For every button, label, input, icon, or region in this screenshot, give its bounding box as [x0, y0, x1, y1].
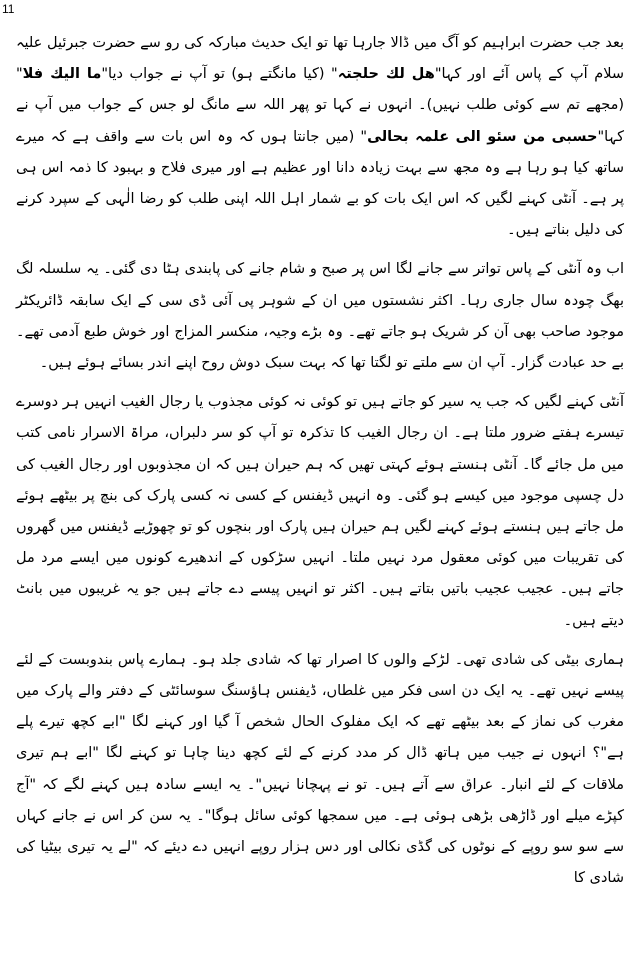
paragraph-3	[16, 387, 624, 637]
arabic-quote: ما الیك فلا	[22, 66, 102, 83]
page-number: 11	[2, 2, 15, 16]
text-run: آنٹی کہنے لگیں کہ جب یہ سیر کو جاتے ہیں تو کوئی نہ کوئی مجذوب یا رجال الغیب انہیں ہر دوسرے تیسرے ہفتے ضرور ملتا ہے۔ ان رجال الغیب کا تذکرہ تو آپ کو سر دلبراں، مراۃ الاسرار نامی کتب میں مل جائے گا۔ آنٹی ہنستے ہوئے کہتی تھیں کہ ہم حیران ہیں کہ ان مجذوبوں اور رجال الغیب کی دل چسپی موجود میں کیسے ہو گئی۔ وہ انہیں ڈیفنس کے کسی نہ کسی پارک کی بنچ پر بیٹھے ہوئے مل جاتے ہیں ہنستے ہوئے کہنے لگیں ہم حیران ہیں پارک اور بنچوں کو تو چھوڑیے ڈیفنس میں گھروں کی تقریبات میں کوئی معقول مرد نہیں ملتا۔ انہیں سڑکوں کے اندھیرے کونوں میں ایسے مرد مل جاتے ہیں۔ عجیب عجیب باتیں بتاتے ہیں۔ اکثر تو انہیں پیسے دے جاتے ہیں جو یہ غریبوں میں بانٹ دیتے ہیں۔	[16, 394, 624, 629]
text-run: اب وہ آنٹی کے پاس تواتر سے جانے لگا اس پر صبح و شام جانے کی پابندی ہٹا دی گئی۔ یہ سلسلہ لگ بھگ چودہ سال جاری رہا۔ اکثر نشستوں میں ان کے شوہر پی آئی ڈی سی کے ایک سابقہ ڈائریکٹر موجود صاحب بھی آن کر شریک ہو جاتے تھے۔ وہ بڑے وجیہ، منکسر المزاج اور خوش طبع آدمی تھے۔ بے حد عبادت گزار۔ آپ ان سے ملتے تو لگتا تھا کہ بہت سبک دوش روح اپنے اندر بسائے ہوئے ہیں۔	[16, 261, 624, 372]
text-run: " (میں جانتا ہوں کہ وہ اس بات سے واقف ہے کہ میرے ساتھ کیا ہو رہا ہے وہ مجھ سے بہت زیادہ دانا اور عظیم ہے اور میری فلاح و بہبود کا ذمہ اس ہی پر ہے۔ آنٹی کہنے لگیں کہ اس ایک بات کو بے شمار اہل اللہ اپنی طلب کو رضا الٰہی کے سپرد کرنے کی دلیل بناتے ہیں۔	[16, 128, 624, 239]
text-run: " (مجھے تم سے کوئی طلب نہیں)۔ انہوں نے کہا تو پھر اللہ سے مانگ لو جس کے جواب میں آپ نے کہا"	[16, 66, 624, 145]
arabic-quote: ھل لك حلجتہ	[337, 66, 435, 83]
paragraph-1	[16, 28, 624, 246]
body-text	[16, 28, 624, 900]
text-run: ہماری بیٹی کی شادی تھی۔ لڑکے والوں کا اصرار تھا کہ شادی جلد ہو۔ ہمارے پاس بندوبست کے لئے پیسے نہیں تھے۔ یہ ایک دن اسی فکر میں غلطاں، ڈیفنس ہاؤسنگ سوسائٹی کے دفتر والے پارک میں مغرب کی نماز کے بعد بیٹھے تھے کہ ایک مفلوک الحال شخص آ گیا اور کہنے لگا "ابے کچھ تیرے پلے ہے"؟ انہوں نے جیب میں ہاتھ ڈال کر مدد کرنے کے لئے کچھ دینا چاہا تو کہنے لگا "ابے ہم تیری ملاقات کے لئے انبار۔ عراق سے آتے ہیں۔ تو نے پہچانا نہیں"۔ یہ ایسے سادہ ہیں کہنے لگے کہ "آج کپڑے میلے اور ڈاڑھی بڑھی ہوئی ہے۔ میں سمجھا کوئی سائل ہوگا"۔ یہ سن کر اس نے جانے کہاں سے سو سو روپے کے نوٹوں کی گڈی نکالی اور دس ہزار روپے انہیں دے دیئے کہ "لے یہ تیری بیٹیا کی شادی کا	[16, 651, 624, 887]
paragraph-2	[16, 254, 624, 379]
arabic-quote: حسبی من سئو الی علمہ بحالی	[367, 128, 598, 145]
text-run: بعد جب حضرت ابراہیم کو آگ میں ڈالا جارہا تھا تو ایک حدیث مبارکہ کی رو سے حضرت جبرئیل علیہ سلام آپ کے پاس آئے اور کہا"	[16, 35, 625, 83]
paragraph-4	[16, 645, 624, 895]
text-run: " (کیا مانگتے ہو) تو آپ نے جواب دیا"	[101, 66, 338, 83]
